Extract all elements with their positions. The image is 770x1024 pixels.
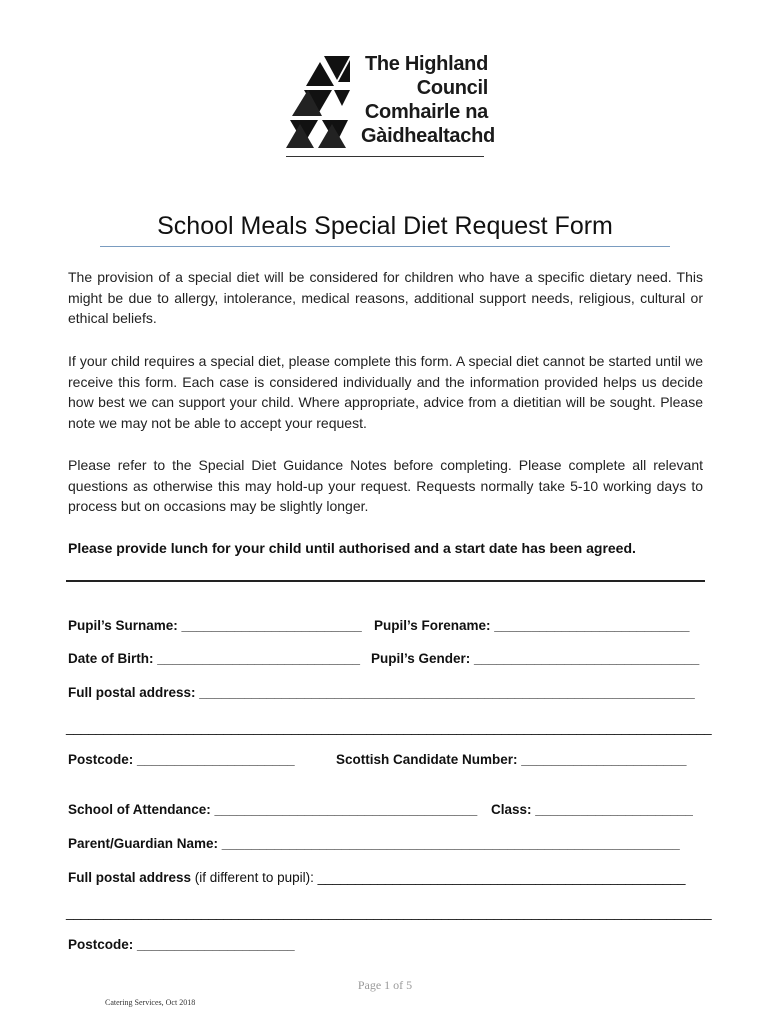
intro-paragraph-2: If your child requires a special diet, please complete this form. A special diet cannot be started until we receive this form. Each case is considered individually and the information provided helps us decide how best we can support your child. Where appropriate, advice from a dietitian will be sought. Please note we may not be able to accept your request. <box>68 353 703 432</box>
class-field[interactable]: Class: _____________________ <box>491 802 693 817</box>
pupil-surname-field[interactable]: Pupil’s Surname: ________________________ <box>68 618 362 633</box>
pupil-postcode-field[interactable]: Postcode: _____________________ <box>68 752 295 767</box>
parent-address-label: Full postal address <box>68 870 192 885</box>
footer-note: Catering Services, Oct 2018 <box>105 998 196 1007</box>
scottish-candidate-number-field[interactable]: Scottish Candidate Number: ______________________ <box>336 752 687 767</box>
parent-guardian-name-field[interactable]: Parent/Guardian Name: _____________________________________________________________ <box>68 836 680 851</box>
triangle-emblem-icon <box>284 52 364 156</box>
title-divider <box>100 246 670 247</box>
page-title: School Meals Special Diet Request Form <box>157 212 613 240</box>
intro-paragraph-1: The provision of a special diet will be considered for children who have a specific dietary need. This might be due to allergy, intolerance, medical reasons, additional support needs, religious, cultural or ethical beliefs. <box>68 269 703 327</box>
parent-address-note: (if different to pupil): _________________________________________________ <box>191 870 686 885</box>
pupil-gender-field[interactable]: Pupil’s Gender: ______________________________ <box>371 651 700 666</box>
pupil-address-field[interactable]: Full postal address: __________________________________________________________________ <box>68 685 695 700</box>
logo-line-1: The Highland <box>364 53 488 75</box>
lunch-notice: Please provide lunch for your child until authorised and a start date has been agreed. <box>68 540 636 556</box>
logo-line-2: Council <box>416 77 488 99</box>
logo-underline <box>286 156 484 157</box>
parent-postcode-field[interactable]: Postcode: _____________________ <box>68 937 295 952</box>
highland-council-logo <box>284 52 495 156</box>
parent-address-line-2[interactable]: ______________________________________________________________________________________ <box>66 905 712 920</box>
parent-address-field[interactable] <box>68 870 686 885</box>
school-of-attendance-field[interactable]: School of Attendance: ___________________________________ <box>68 802 478 817</box>
logo-wordmark <box>361 52 495 148</box>
section-divider <box>66 580 705 582</box>
intro-paragraph-3: Please refer to the Special Diet Guidance Notes before completing. Please complete all relevant questions as otherwise this may hold-up your request. Requests normally take 5-10 working days to process but on occasions may be slightly longer. <box>68 457 703 515</box>
pupil-address-line-2[interactable]: ______________________________________________________________________________________ <box>66 720 712 735</box>
date-of-birth-field[interactable]: Date of Birth: ___________________________ <box>68 651 360 666</box>
pupil-forename-field[interactable]: Pupil’s Forename: __________________________ <box>374 618 690 633</box>
page-number: Page 1 of 5 <box>357 978 413 992</box>
logo-line-3: Comhairle na <box>364 101 488 123</box>
logo-line-4: Gàidhealtachd <box>361 125 495 147</box>
